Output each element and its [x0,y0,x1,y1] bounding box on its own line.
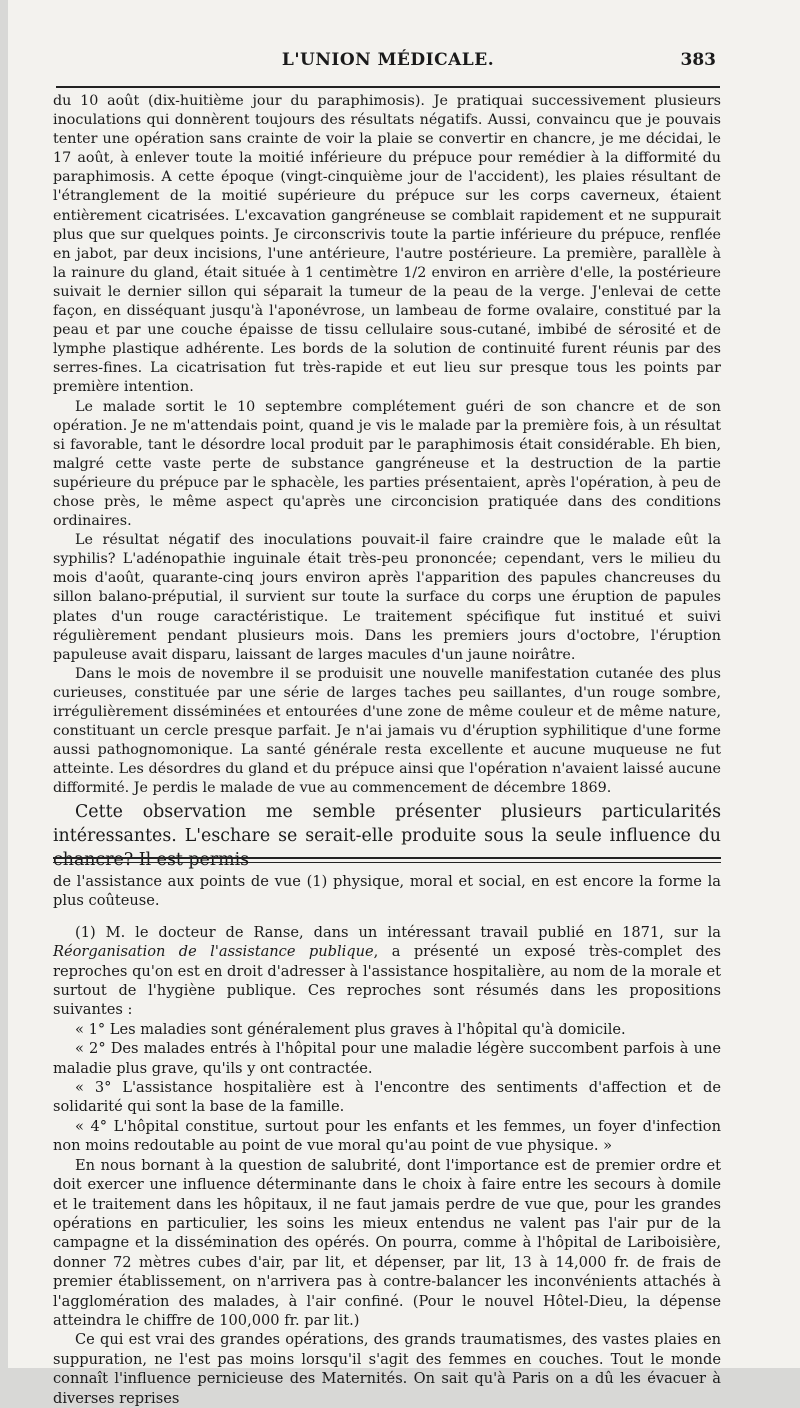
paragraph-5: Cette observation me semble présenter plusieurs particularités intéressantes. L'eschare se serait-elle produite sous la seule influence du chancre? Il est permis [53,802,721,870]
footnote-paragraph-a: En nous bornant à la question de salubrité, dont l'importance est de premier ordre et doit exercer une influence déterminante dans le choix à faire entre les secours à domile et le traitement dans les hôpitaux, il ne faut jamais perdre de vue que, pour les grandes opérations en particulier, les soins les mieux entendus ne valent pas l'air pur de la campagne et la dissémination des opérés. On pourra, comme à l'hôpital de Lariboisière, donner 72 mètres cubes d'air, par lit, et dépenser, par lit, 13 à 14,000 fr. de frais de premier établissement, on n'arrivera pas à contre-balancer les inconvénients attachés à l'agglomération des malades, à l'air confiné. (Pour le nouvel Hôtel-Dieu, la dépense atteindra le chiffre de 100,000 fr. par lit.) [53,1156,721,1329]
footnote-1-end: , a présenté un exposé très-complet des reproches qu'on est en droit d'adresser à l'assistance hospitalière, au nom de la morale et surtout de l'hygiène publique. Ces reproches sont résumés dans les propositions suivantes : [53,943,721,1019]
running-head: L'UNION MÉDICALE. [281,50,495,70]
footnote-continuation: de l'assistance aux points de vue (1) physique, moral et social, en est encore la forme la plus coûteuse. [53,873,721,910]
paragraph-3: Le résultat négatif des inoculations pouvait-il faire craindre que le malade eût la syphilis? L'adénopathie inguinale était très-peu prononcée; cependant, vers le milieu du mois d'août, quarante-cinq jours environ après l'apparition des papules chancreuses du sillon balano-préputial, il survient sur toute la surface du corps une éruption de papules plates d'un rouge caractéristique. Le traitement spécifique fut institué et suivi régulièrement pendant plusieurs mois. Dans les premiers jours d'octobre, l'éruption papuleuse avait disparu, laissant de larges macules d'un jaune noirâtre. [53,532,721,663]
section-rule-thin [53,862,721,863]
footnote-paragraph-b: Ce qui est vrai des grandes opérations, des grands traumatismes, des vastes plaies en suppuration, ne l'est pas moins lorsqu'il s'agit des femmes en couches. Tout le monde connaît l'influence pernicieuse des Maternités. On sait qu'à Paris on a dû les évacuer à diverses reprises [53,1331,721,1407]
page [8,0,800,1407]
page-header [56,46,720,76]
main-text [53,92,721,798]
paragraph-1: du 10 août (dix-huitième jour du paraphimosis). Je pratiquai successivement plusieurs inoculations qui donnèrent toujours des résultats négatifs. Aussi, convaincu que je pouvais tenter une opération sans crainte de voir la plaie se convertir en chancre, je me décidai, le 17 août, à enlever toute la moitié inférieure du prépuce pour remédier à la difformité du paraphimosis. A cette époque (vingt-cinquième jour de l'accident), les plaies résultant de l'étranglement de la moitié supérieure du prépuce sur les corps caverneux, étaient entièrement cicatrisées. L'excavation gangréneuse se comblait rapidement et ne suppurait plus que sur quelques points. Je circonscrivis toute la partie inférieure du prépuce, renflée en jabot, par deux incisions, l'une antérieure, l'autre postérieure. La première, parallèle à la rainure du gland, était située à 1 centimètre 1/2 environ en arrière d'elle, la postérieure suivait le dernier sillon qui séparait la tumeur de la peau de la verge. J'enlevai de cette façon, en disséquant jusqu'à l'aponévrose, un lambeau de forme ovalaire, constitué par la peau et par une couche épaisse de tissu cellulaire sous-cutané, imbibé de sérosité et de lymphe plastique adhérente. Les bords de la solution de continuité furent réunis par des serres-fines. La cicatrisation fut très-rapide et eut lieu sur presque tous les points par première intention. [53,93,721,396]
footnote-1-title: Réorganisation de l'assistance publique [53,943,374,961]
proposition-4: « 4° L'hôpital constitue, surtout pour les enfants et les femmes, un foyer d'infection non moins redoutable au point de vue moral qu'au point de vue physique. » [53,1117,721,1155]
header-rule [56,86,720,88]
footnote-1-start: (1) M. le docteur de Ranse, dans un intéressant travail publié en 1871, sur la [75,923,721,941]
footnote-1 [53,923,721,1020]
footnotes [53,872,721,1408]
section-rule-thick [53,857,721,859]
proposition-1: « 1° Les maladies sont généralement plus graves à l'hôpital qu'à domicile. [75,1020,626,1038]
page-number: 383 [680,50,716,70]
paragraph-4: Dans le mois de novembre il se produisit une nouvelle manifestation cutanée des plus curieuses, constituée par une série de larges taches peu saillantes, d'un rouge sombre, irrégulièrement disséminées et entourées d'une zone de même couleur et de même nature, constituant un cercle presque parfait. Je n'ai jamais vu d'éruption syphilitique d'une forme aussi pathognomonique. La santé générale resta excellente et aucune muqueuse ne fut atteinte. Les désordres du gland et du prépuce ainsi que l'opération n'avaient laissé aucune difformité. Je perdis le malade de vue au commencement de décembre 1869. [53,665,721,797]
proposition-2: « 2° Des malades entrés à l'hôpital pour une maladie légère succombent parfois à une maladie plus grave, qu'ils y ont contractée. [53,1040,721,1077]
proposition-3: « 3° L'assistance hospitalière est à l'encontre des sentiments d'affection et de solidarité qui sont la base de la famille. [53,1079,721,1116]
paragraph-2: Le malade sortit le 10 septembre complétement guéri de son chancre et de son opération. Je ne m'attendais point, quand je vis le malade par la première fois, à un résultat si favorable, tant le désordre local produit par le paraphimosis était considérable. Eh bien, malgré cette vaste perte de substance gangréneuse et la destruction de la partie supérieure du prépuce par le sphacèle, les parties présentaient, après l'opération, à peu de chose près, le même aspect qu'après une circoncision pratiquée dans des conditions ordinaires. [53,398,721,530]
